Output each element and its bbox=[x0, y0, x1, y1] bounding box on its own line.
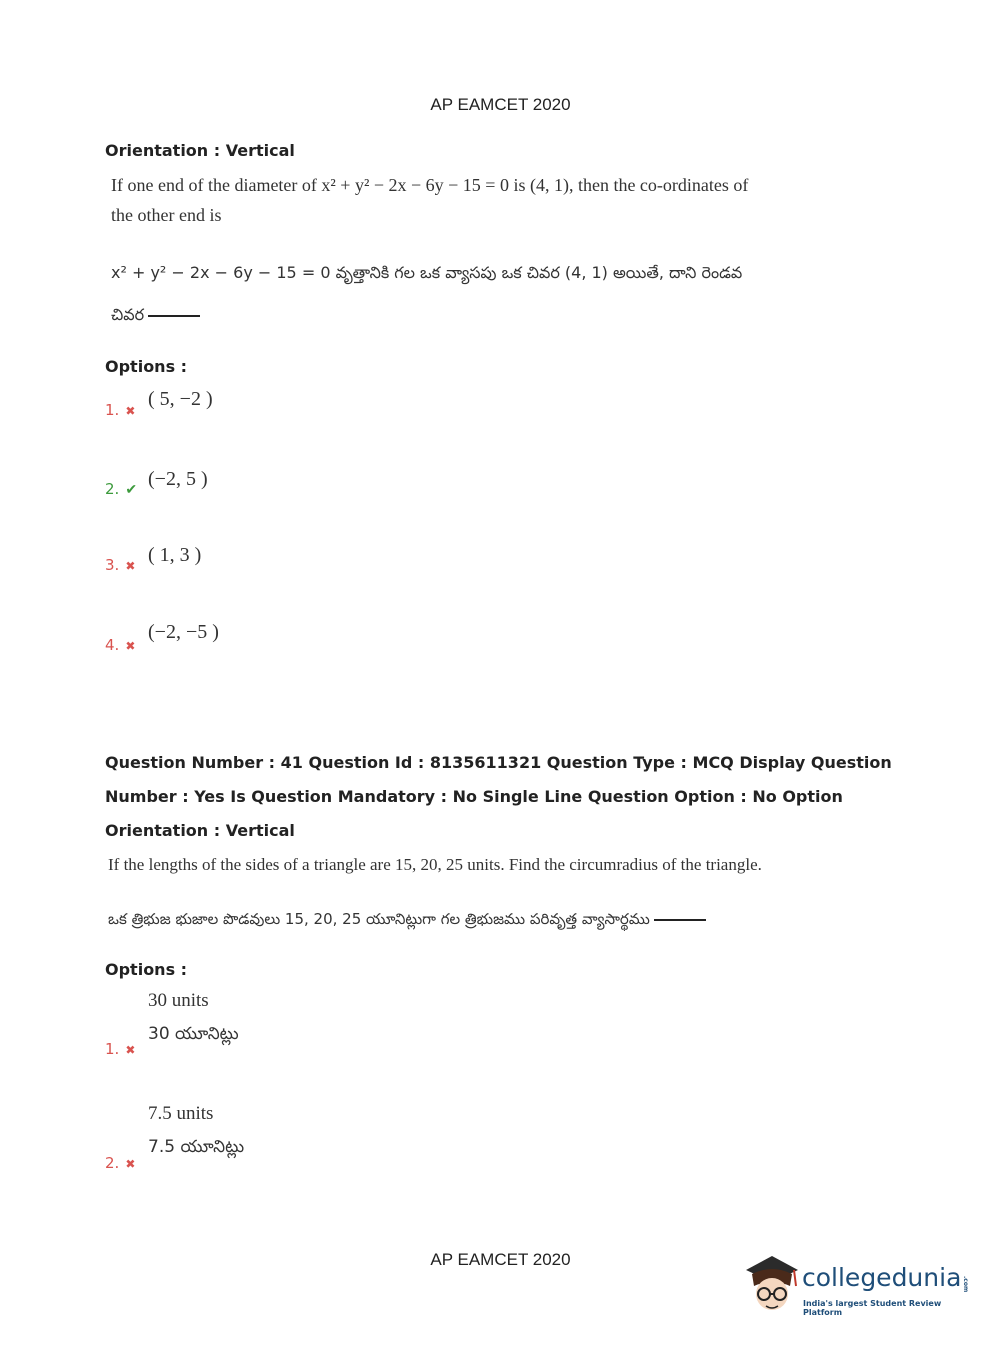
q41-english-line: If the lengths of the sides of a triangle are 15, 20, 25 units. Find the circumradius of the triangle. bbox=[108, 855, 762, 874]
cross-icon: ✖ bbox=[125, 559, 136, 573]
q40-orientation: Orientation : Vertical bbox=[105, 141, 295, 160]
collegedunia-logo bbox=[742, 1250, 972, 1320]
q40-telugu-line2 bbox=[111, 305, 200, 328]
q41-orientation: Orientation : Vertical bbox=[105, 821, 295, 840]
q41-options-label: Options : bbox=[105, 960, 188, 979]
q40-option-1 bbox=[105, 401, 135, 420]
answer-blank bbox=[654, 919, 706, 921]
q41-option-1 bbox=[105, 1040, 135, 1059]
q40-option-3 bbox=[105, 556, 135, 575]
option-number: 2. bbox=[105, 1154, 120, 1172]
q41-option-2 bbox=[105, 1154, 135, 1173]
page-header: AP EAMCET 2020 bbox=[430, 95, 571, 114]
cross-icon: ✖ bbox=[125, 1157, 136, 1171]
q40-option-2 bbox=[105, 480, 137, 499]
option-number: 2. bbox=[105, 480, 120, 498]
q41-option-1-english: 30 units bbox=[148, 990, 209, 1011]
q40-telugu-line1: x² + y² − 2x − 6y − 15 = 0 వృత్తానికి గల ఒక వ్యాసపు ఒక చివర (4, 1) అయితే, దాని రెండవ bbox=[111, 263, 743, 282]
option-number: 3. bbox=[105, 556, 120, 574]
q40-english-line2: the other end is bbox=[111, 205, 222, 225]
q41-option-2-telugu: 7.5 యూనిట్లు bbox=[148, 1137, 245, 1157]
q40-option-3-text: ( 1, 3 ) bbox=[148, 544, 202, 566]
q40-english-line1: If one end of the diameter of x² + y² − 2x − 6y − 15 = 0 is (4, 1), then the co-ordinates of bbox=[111, 175, 749, 195]
cross-icon: ✖ bbox=[125, 404, 136, 418]
check-icon: ✔ bbox=[125, 481, 138, 497]
logo-tagline: India's largest Student Review Platform bbox=[803, 1299, 942, 1317]
q40-option-4 bbox=[105, 636, 135, 655]
q41-meta-line1: Question Number : 41 Question Id : 8135611321 Question Type : MCQ Display Question bbox=[105, 753, 892, 772]
mascot-icon bbox=[742, 1252, 802, 1318]
answer-blank bbox=[148, 315, 200, 317]
q40-option-2-text: (−2, 5 ) bbox=[148, 468, 208, 490]
q41-telugu-line bbox=[108, 910, 706, 932]
cross-icon: ✖ bbox=[125, 1043, 136, 1057]
option-number: 1. bbox=[105, 1040, 120, 1058]
logo-suffix: .com bbox=[962, 1276, 969, 1293]
option-number: 1. bbox=[105, 401, 120, 419]
cross-icon: ✖ bbox=[125, 639, 136, 653]
q40-telugu-line2-text: చివర bbox=[111, 305, 145, 324]
q41-meta-line2: Number : Yes Is Question Mandatory : No Single Line Question Option : No Option bbox=[105, 787, 843, 806]
q40-option-4-text: (−2, −5 ) bbox=[148, 621, 219, 643]
q41-telugu-line-text: ఒక త్రిభుజ భుజాల పొడవులు 15, 20, 25 యూనిట్లుగా గల త్రిభుజము పరివృత్త వ్యాసార్థము bbox=[108, 910, 650, 928]
page-footer: AP EAMCET 2020 bbox=[430, 1250, 571, 1269]
logo-wordmark: collegedunia bbox=[802, 1263, 962, 1292]
q40-options-label: Options : bbox=[105, 357, 188, 376]
q41-option-2-english: 7.5 units bbox=[148, 1103, 214, 1124]
q40-option-1-text: ( 5, −2 ) bbox=[148, 388, 213, 410]
option-number: 4. bbox=[105, 636, 120, 654]
q41-option-1-telugu: 30 యూనిట్లు bbox=[148, 1024, 239, 1044]
